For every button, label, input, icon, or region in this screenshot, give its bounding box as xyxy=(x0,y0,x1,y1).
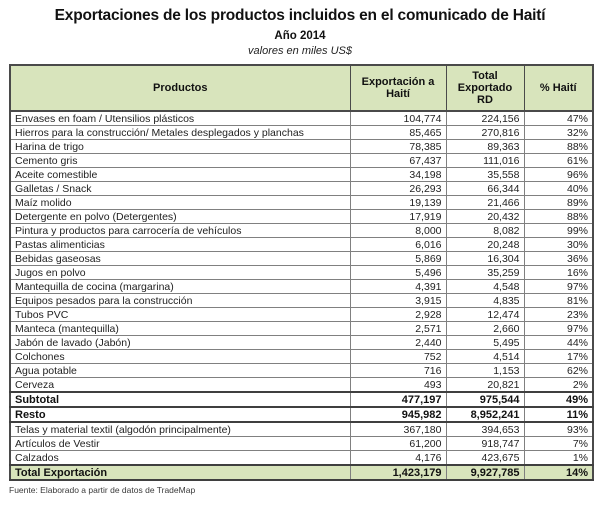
total-rd-cell: 4,514 xyxy=(446,350,524,364)
pct-haiti-cell: 30% xyxy=(524,238,593,252)
table-row xyxy=(10,364,593,378)
table-row xyxy=(10,266,593,280)
product-name-cell: Cerveza xyxy=(10,378,350,393)
total-rd-cell: 20,821 xyxy=(446,378,524,393)
table-row xyxy=(10,308,593,322)
table-row xyxy=(10,336,593,350)
total-rd-cell: 35,259 xyxy=(446,266,524,280)
pct-haiti-cell: 88% xyxy=(524,140,593,154)
source-note: Fuente: Elaborado a partir de datos de TradeMap xyxy=(9,485,196,495)
pct-haiti-cell: 97% xyxy=(524,322,593,336)
table-row xyxy=(10,451,593,466)
product-name-cell: Mantequilla de cocina (margarina) xyxy=(10,280,350,294)
column-header-export-haiti: Exportación a Haití xyxy=(350,65,446,111)
export-haiti-cell: 2,928 xyxy=(350,308,446,322)
pct-haiti-cell: 96% xyxy=(524,168,593,182)
total-rd-cell: 16,304 xyxy=(446,252,524,266)
export-haiti-cell: 2,571 xyxy=(350,322,446,336)
total-rd-cell: 8,082 xyxy=(446,224,524,238)
pct-haiti-cell: 81% xyxy=(524,294,593,308)
total-rd-cell: 394,653 xyxy=(446,422,524,437)
pct-haiti-cell: 93% xyxy=(524,422,593,437)
pct-haiti-cell: 40% xyxy=(524,182,593,196)
export-haiti-cell: 1,423,179 xyxy=(350,465,446,480)
export-haiti-cell: 5,496 xyxy=(350,266,446,280)
product-name-cell: Galletas / Snack xyxy=(10,182,350,196)
table-row xyxy=(10,182,593,196)
pct-haiti-cell: 89% xyxy=(524,196,593,210)
pct-haiti-cell: 36% xyxy=(524,252,593,266)
product-name-cell: Colchones xyxy=(10,350,350,364)
export-haiti-cell: 3,915 xyxy=(350,294,446,308)
table-body xyxy=(10,111,593,480)
page-title: Exportaciones de los productos incluidos en el comunicado de Haití xyxy=(54,7,546,24)
export-haiti-cell: 104,774 xyxy=(350,111,446,126)
table-row xyxy=(10,252,593,266)
product-name-cell: Pastas alimenticias xyxy=(10,238,350,252)
export-haiti-cell: 493 xyxy=(350,378,446,393)
pct-haiti-cell: 44% xyxy=(524,336,593,350)
total-rd-cell: 20,432 xyxy=(446,210,524,224)
product-name-cell: Cemento gris xyxy=(10,154,350,168)
export-haiti-cell: 6,016 xyxy=(350,238,446,252)
table-row xyxy=(10,126,593,140)
export-haiti-cell: 67,437 xyxy=(350,154,446,168)
total-rd-cell: 21,466 xyxy=(446,196,524,210)
pct-haiti-cell: 88% xyxy=(524,210,593,224)
total-rd-cell: 66,344 xyxy=(446,182,524,196)
product-name-cell: Harina de trigo xyxy=(10,140,350,154)
total-rd-cell: 975,544 xyxy=(446,392,524,407)
table-row xyxy=(10,210,593,224)
column-header-total-rd: Total Exportado RD xyxy=(446,65,524,111)
table-row xyxy=(10,238,593,252)
pct-haiti-cell: 2% xyxy=(524,378,593,393)
product-name-cell: Tubos PVC xyxy=(10,308,350,322)
export-haiti-cell: 17,919 xyxy=(350,210,446,224)
product-name-cell: Agua potable xyxy=(10,364,350,378)
product-name-cell: Telas y material textil (algodón principalmente) xyxy=(10,422,350,437)
exports-table xyxy=(9,64,594,481)
export-haiti-cell: 78,385 xyxy=(350,140,446,154)
total-rd-cell: 4,835 xyxy=(446,294,524,308)
total-rd-cell: 5,495 xyxy=(446,336,524,350)
pct-haiti-cell: 23% xyxy=(524,308,593,322)
table-row xyxy=(10,437,593,451)
table-row xyxy=(10,465,593,480)
table-row xyxy=(10,322,593,336)
total-rd-cell: 8,952,241 xyxy=(446,407,524,422)
product-name-cell: Aceite comestible xyxy=(10,168,350,182)
export-haiti-cell: 4,391 xyxy=(350,280,446,294)
table-row xyxy=(10,350,593,364)
total-rd-cell: 918,747 xyxy=(446,437,524,451)
product-name-cell: Pintura y productos para carrocería de vehículos xyxy=(10,224,350,238)
table-row xyxy=(10,378,593,393)
pct-haiti-cell: 61% xyxy=(524,154,593,168)
product-name-cell: Manteca (mantequilla) xyxy=(10,322,350,336)
product-name-cell: Total Exportación xyxy=(10,465,350,480)
pct-haiti-cell: 17% xyxy=(524,350,593,364)
table-row xyxy=(10,407,593,422)
table-row xyxy=(10,140,593,154)
table-row xyxy=(10,168,593,182)
table-header xyxy=(10,65,593,111)
pct-haiti-cell: 1% xyxy=(524,451,593,466)
year-subtitle: Año 2014 xyxy=(274,30,326,42)
pct-haiti-cell: 16% xyxy=(524,266,593,280)
product-name-cell: Envases en foam / Utensilios plásticos xyxy=(10,111,350,126)
pct-haiti-cell: 7% xyxy=(524,437,593,451)
table-row xyxy=(10,111,593,126)
product-name-cell: Jabón de lavado (Jabón) xyxy=(10,336,350,350)
product-name-cell: Calzados xyxy=(10,451,350,466)
export-haiti-cell: 945,982 xyxy=(350,407,446,422)
total-rd-cell: 270,816 xyxy=(446,126,524,140)
export-haiti-cell: 367,180 xyxy=(350,422,446,437)
total-rd-cell: 423,675 xyxy=(446,451,524,466)
table-row xyxy=(10,422,593,437)
product-name-cell: Jugos en polvo xyxy=(10,266,350,280)
total-rd-cell: 111,016 xyxy=(446,154,524,168)
table-row xyxy=(10,280,593,294)
export-haiti-cell: 752 xyxy=(350,350,446,364)
product-name-cell: Subtotal xyxy=(10,392,350,407)
total-rd-cell: 2,660 xyxy=(446,322,524,336)
pct-haiti-cell: 49% xyxy=(524,392,593,407)
table-row xyxy=(10,224,593,238)
product-name-cell: Equipos pesados para la construcción xyxy=(10,294,350,308)
pct-haiti-cell: 99% xyxy=(524,224,593,238)
export-haiti-cell: 716 xyxy=(350,364,446,378)
export-haiti-cell: 26,293 xyxy=(350,182,446,196)
pct-haiti-cell: 32% xyxy=(524,126,593,140)
total-rd-cell: 9,927,785 xyxy=(446,465,524,480)
total-rd-cell: 1,153 xyxy=(446,364,524,378)
export-haiti-cell: 477,197 xyxy=(350,392,446,407)
total-rd-cell: 89,363 xyxy=(446,140,524,154)
total-rd-cell: 20,248 xyxy=(446,238,524,252)
pct-haiti-cell: 14% xyxy=(524,465,593,480)
export-haiti-cell: 2,440 xyxy=(350,336,446,350)
units-note: valores en miles US$ xyxy=(248,45,352,57)
export-haiti-cell: 5,869 xyxy=(350,252,446,266)
pct-haiti-cell: 97% xyxy=(524,280,593,294)
total-rd-cell: 35,558 xyxy=(446,168,524,182)
table-row xyxy=(10,154,593,168)
total-rd-cell: 224,156 xyxy=(446,111,524,126)
column-header-products: Productos xyxy=(10,65,350,111)
export-haiti-cell: 4,176 xyxy=(350,451,446,466)
pct-haiti-cell: 47% xyxy=(524,111,593,126)
product-name-cell: Artículos de Vestir xyxy=(10,437,350,451)
column-header-pct-haiti: % Haití xyxy=(524,65,593,111)
product-name-cell: Bebidas gaseosas xyxy=(10,252,350,266)
table-row xyxy=(10,196,593,210)
export-haiti-cell: 8,000 xyxy=(350,224,446,238)
total-rd-cell: 12,474 xyxy=(446,308,524,322)
product-name-cell: Hierros para la construcción/ Metales desplegados y planchas xyxy=(10,126,350,140)
pct-haiti-cell: 11% xyxy=(524,407,593,422)
product-name-cell: Resto xyxy=(10,407,350,422)
product-name-cell: Maíz molido xyxy=(10,196,350,210)
export-haiti-cell: 61,200 xyxy=(350,437,446,451)
pct-haiti-cell: 62% xyxy=(524,364,593,378)
export-haiti-cell: 34,198 xyxy=(350,168,446,182)
product-name-cell: Detergente en polvo (Detergentes) xyxy=(10,210,350,224)
export-haiti-cell: 19,139 xyxy=(350,196,446,210)
table-row xyxy=(10,392,593,407)
total-rd-cell: 4,548 xyxy=(446,280,524,294)
export-haiti-cell: 85,465 xyxy=(350,126,446,140)
table-row xyxy=(10,294,593,308)
